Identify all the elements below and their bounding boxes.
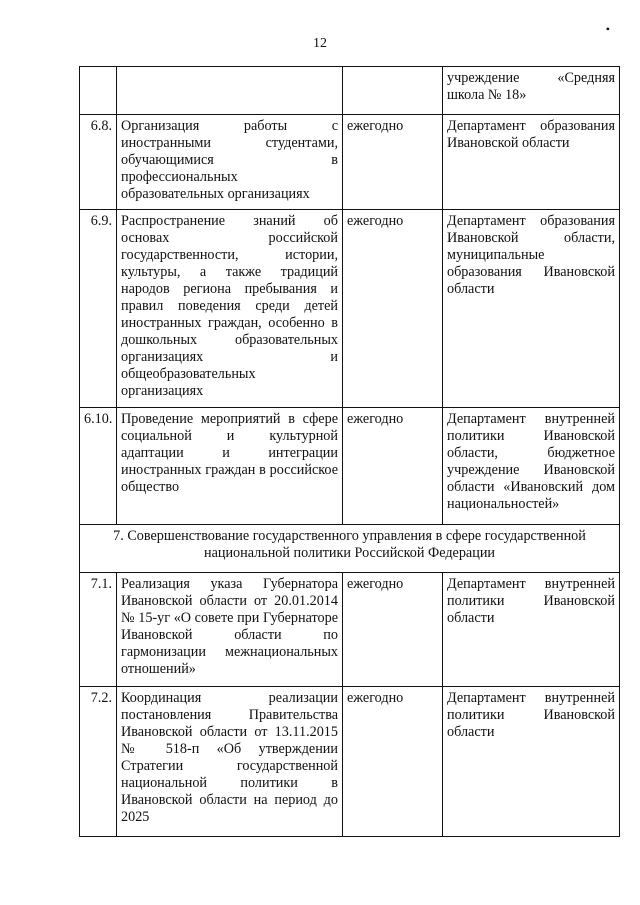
section-title: 7. Совершенствование государственного управления в сфере государственной национальной политики Российской Федерации [80,525,620,573]
table-row-continued [80,67,620,115]
action-plan-table [79,66,620,837]
row-executor: Департамент образования Ивановской области [443,115,620,210]
table-row [80,115,620,210]
section-header-row [80,525,620,573]
row-number: 7.1. [80,573,117,687]
row-number: 6.10. [80,408,117,525]
row-executor: Департамент образования Ивановской области, муниципальные образования Ивановской области [443,210,620,408]
row-description: Реализация указа Губернатора Ивановской области от 20.01.2014 № 15-уг «О совете при Губернаторе Ивановской области по гармонизации межнациональных отношений» [117,573,343,687]
row-term: ежегодно [343,687,443,837]
row-number: 7.2. [80,687,117,837]
row-number-cell [80,67,117,115]
row-term: ежегодно [343,573,443,687]
row-description: Организация работы с иностранными студентами, обучающимися в профессиональных образовательных организациях [117,115,343,210]
row-executor: Департамент внутренней политики Ивановской области, бюджетное учреждение Ивановской области «Ивановский дом национальностей» [443,408,620,525]
table-row [80,408,620,525]
row-executor-cell: учреждение «Средняя школа № 18» [443,67,620,115]
corner-mark: • [605,22,610,36]
row-term-cell [343,67,443,115]
row-number: 6.9. [80,210,117,408]
row-description: Проведение мероприятий в сфере социальной и культурной адаптации и интеграции иностранных граждан в российское общество [117,408,343,525]
row-number: 6.8. [80,115,117,210]
row-term: ежегодно [343,408,443,525]
row-executor: Департамент внутренней политики Ивановской области [443,687,620,837]
row-description: Распространение знаний об основах российской государственности, истории, культуры, а также традиций народов региона пребывания и правил поведения среди детей иностранных граждан, особенно в дошкольных образовательных организациях и общеобразовательных организациях [117,210,343,408]
row-term: ежегодно [343,115,443,210]
page-number: 12 [313,36,327,51]
row-description: Координация реализации постановления Правительства Ивановской области от 13.11.2015 № 518-п «Об утверждении Стратегии государственной национальной политики в Ивановской области на период до 2025 [117,687,343,837]
table-row [80,573,620,687]
row-executor: Департамент внутренней политики Ивановской области [443,573,620,687]
row-description-cell [117,67,343,115]
table-row [80,687,620,837]
row-term: ежегодно [343,210,443,408]
table-row [80,210,620,408]
